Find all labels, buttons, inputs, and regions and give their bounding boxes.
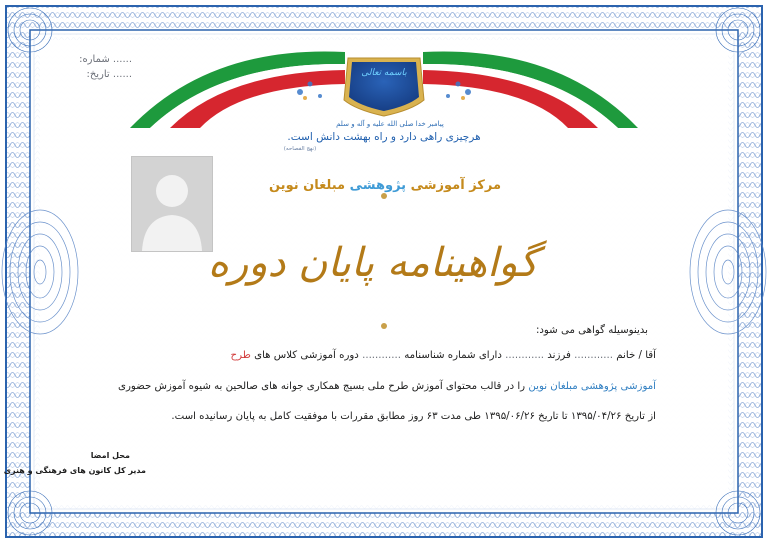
institute-highlight: آموزشی پژوهشی مبلغان نوین — [528, 381, 656, 392]
father-dots-2: ...... — [505, 350, 525, 361]
name-dots: ...... — [593, 350, 614, 361]
course-label: دوره آموزشی کلاس های — [254, 350, 359, 361]
svg-text:☬: ☬ — [578, 113, 585, 123]
institute-name-part2: پژوهشی — [349, 178, 407, 193]
date-dots: ...... — [112, 69, 132, 80]
hadith-note: (نهج الفصاحه) — [283, 146, 317, 152]
hadith-text: هرچیزی راهی دارد و راه بهشت دانش است. — [287, 131, 481, 143]
identity-line — [56, 350, 656, 361]
svg-text:☬: ☬ — [184, 113, 191, 123]
intro-line: بدینوسیله گواهی می شود: — [535, 325, 648, 336]
signature-title: مدیر کل کانون های فرهنگی و هنری — [3, 466, 146, 475]
id-dots-2: ...... — [362, 350, 382, 361]
date-range-line: از تاریخ ۱۳۹۵/۰۴/۲۶ تا تاریخ ۱۳۹۵/۰۶/۲۶ طی مدت ۶۳ روز مطابق مقررات با موفقیت کامل به پایان رسانیده است. — [171, 411, 656, 422]
institute-name-part1: مرکز آموزشی — [406, 178, 501, 193]
institute-name-part3: مبلغان نوین — [268, 178, 350, 193]
content-description: را در قالب محتوای آموزش طرح ملی بسیج همکاری جوانه های صالحین به شیوه آموزش حضوری — [117, 381, 526, 392]
number-label: شماره: — [79, 54, 110, 65]
id-dots: ...... — [381, 350, 401, 361]
certificate-title: گواهینامه پایان دوره — [208, 240, 538, 286]
number-dots: ...... — [112, 54, 132, 65]
course-name: طرح — [230, 350, 251, 361]
photo-placeholder — [131, 156, 213, 252]
content-line — [56, 381, 656, 392]
father-dots: ...... — [524, 350, 545, 361]
signature-place: محل امضا — [90, 451, 130, 460]
date-label-row — [22, 69, 132, 80]
emblem-text: باسمه تعالی — [361, 68, 407, 78]
mr-mrs-label: آقا / خانم — [616, 350, 656, 361]
date-label: تاریخ: — [86, 69, 110, 80]
id-number-label: دارای شماره شناسنامه — [404, 350, 502, 361]
child-of-label: فرزند — [547, 350, 571, 361]
person-silhouette-icon — [132, 157, 212, 251]
hadith-attribution: پیامبر خدا صلی الله علیه و آله و سلم — [336, 120, 444, 128]
institute-name — [240, 178, 530, 193]
name-dots-2: ...... — [574, 350, 594, 361]
number-label-row — [22, 54, 132, 65]
